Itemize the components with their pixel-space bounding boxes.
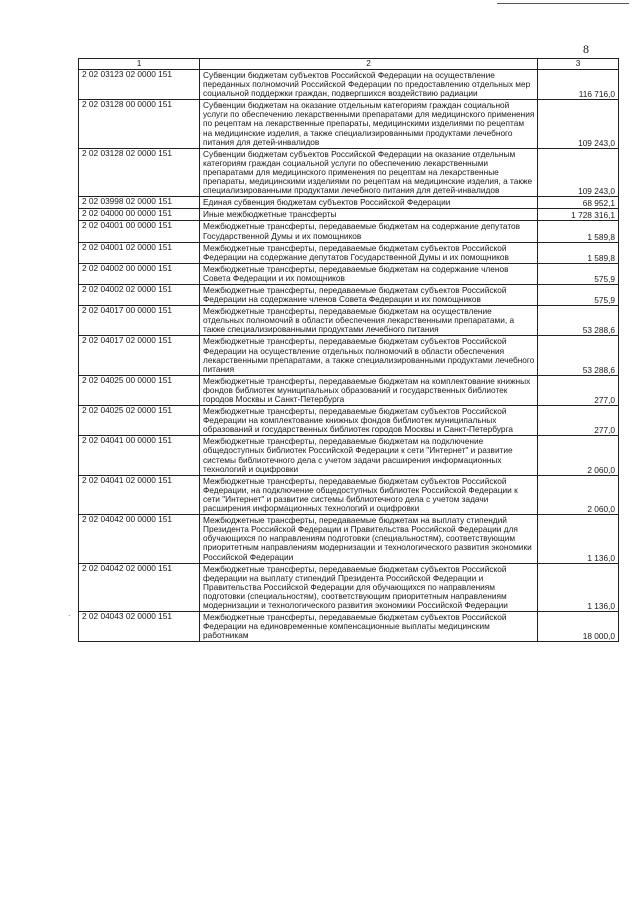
- row-amount: 1 589,8: [538, 242, 619, 263]
- row-amount: 53 288,6: [538, 336, 619, 375]
- row-description: Межбюджетные трансферты, передаваемые бюджетам на содержание членов Совета Федерации и их помощников: [200, 263, 538, 284]
- row-code: 2 02 04000 00 0000 151: [79, 209, 200, 221]
- table-row: [79, 209, 619, 221]
- row-description: Межбюджетные трансферты, передаваемые бюджетам субъектов Российской федерации на выплату стипендий Президента Российской Федерации и Правительства Российской Федерации для обучающихся по направлениям подготовки (специальностям), соответствующим приоритетным направлениям модернизации и технологического развития экономики Российской Федерации: [200, 563, 538, 611]
- row-amount: 2 060,0: [538, 436, 619, 475]
- row-amount: 53 288,6: [538, 306, 619, 336]
- row-code: 2 02 03128 02 0000 151: [79, 148, 200, 196]
- row-amount: 575,9: [538, 263, 619, 284]
- row-code: 2 02 04025 00 0000 151: [79, 375, 200, 405]
- table-row: [79, 306, 619, 336]
- row-amount: 109 243,0: [538, 100, 619, 148]
- row-description: Межбюджетные трансферты, передаваемые бюджетам субъектов Российской Федерации на осуществление отдельных полномочий в области обеспечения лекарственными препаратами, а также специализированными продуктами лечебного питания: [200, 336, 538, 375]
- table-row: [79, 263, 619, 284]
- table-row: [79, 70, 619, 100]
- table-row: [79, 475, 619, 514]
- row-description: Субвенции бюджетам на оказание отдельным категориям граждан социальной услуги по обеспечению лекарственными препаратами для медицинского применения по рецептам на лекарственные препараты, медицинскими изделиями по рецептам на медицинские изделия, а также специализированными продуктами лечебного питания для детей-инвалидов: [200, 100, 538, 148]
- row-code: 2 02 04001 00 0000 151: [79, 221, 200, 242]
- table-body: [79, 70, 619, 642]
- row-description: Единая субвенция бюджетам субъектов Российской Федерации: [200, 197, 538, 209]
- row-amount: 109 243,0: [538, 148, 619, 196]
- table-row: [79, 284, 619, 305]
- row-description: Межбюджетные трансферты, передаваемые бюджетам на выплату стипендий Президента Российской Федерации и Правительства Российской Федерации для обучающихся по направлениям подготовки (специальностям), соответствующим приоритетным направлениям модернизации и технологического развития экономики Российской Федерации: [200, 515, 538, 563]
- row-code: 2 02 03123 02 0000 151: [79, 70, 200, 100]
- row-description: Субвенции бюджетам субъектов Российской Федерации на осуществление переданных полномочий Российской Федерации по предоставлению отдельных мер социальной поддержки граждан, подвергшихся воздействию радиации: [200, 70, 538, 100]
- budget-revenue-table: [78, 58, 619, 642]
- row-description: Иные межбюджетные трансферты: [200, 209, 538, 221]
- header-amount: 3: [538, 59, 619, 70]
- row-code: 2 02 04043 02 0000 151: [79, 612, 200, 642]
- row-code: 2 02 03128 00 0000 151: [79, 100, 200, 148]
- row-description: Субвенции бюджетам субъектов Российской Федерации на оказание отдельным категориям граждан социальной услуги по обеспечению лекарственными препаратами для медицинского применения по рецептам на лекарственные препараты, медицинскими изделиями по рецептам на медицинские изделия, а также специализированными продуктами лечебного питания для детей-инвалидов: [200, 148, 538, 196]
- table-row: [79, 242, 619, 263]
- table-row: [79, 515, 619, 563]
- row-amount: 2 060,0: [538, 475, 619, 514]
- row-description: Межбюджетные трансферты, передаваемые бюджетам на подключение общедоступных библиотек Российской Федерации к сети "Интернет" и развитие системы библиотечного дела с учетом задачи расширения информационных технологий и оцифровки: [200, 436, 538, 475]
- table-row: [79, 197, 619, 209]
- table-row: [79, 436, 619, 475]
- header-rule: [497, 3, 629, 4]
- header-description: 2: [200, 59, 538, 70]
- row-code: 2 02 04017 00 0000 151: [79, 306, 200, 336]
- row-description: Межбюджетные трансферты, передаваемые бюджетам субъектов Российской Федерации, на подключение общедоступных библиотек Российской Федерации к сети "Интернет" и развитие системы библиотечного дела с учетом задачи расширения информационных технологий и оцифровки: [200, 475, 538, 514]
- table-row: [79, 406, 619, 436]
- row-code: 2 02 04042 00 0000 151: [79, 515, 200, 563]
- table-row: [79, 336, 619, 375]
- row-amount: 277,0: [538, 375, 619, 405]
- row-amount: 116 716,0: [538, 70, 619, 100]
- table-row: [79, 221, 619, 242]
- table-row: [79, 100, 619, 148]
- row-code: 2 02 04041 02 0000 151: [79, 475, 200, 514]
- row-amount: 575,9: [538, 284, 619, 305]
- table-row: [79, 612, 619, 642]
- table-row: [79, 148, 619, 196]
- row-code: 2 02 04042 02 0000 151: [79, 563, 200, 611]
- row-code: 2 02 04017 02 0000 151: [79, 336, 200, 375]
- row-description: Межбюджетные трансферты, передаваемые бюджетам субъектов Российской Федерации на комплектование книжных фондов библиотек муниципальных образований и государственных библиотек городов Москвы и Санкт-Петербурга: [200, 406, 538, 436]
- margin-mark: .: [68, 608, 71, 618]
- row-code: 2 02 03998 02 0000 151: [79, 197, 200, 209]
- page-number: 8: [583, 42, 589, 56]
- row-amount: 277,0: [538, 406, 619, 436]
- row-amount: 18 000,0: [538, 612, 619, 642]
- row-description: Межбюджетные трансферты, передаваемые бюджетам на осуществление отдельных полномочий в области обеспечения лекарственными препаратами, а также специализированными продуктами лечебного питания: [200, 306, 538, 336]
- row-description: Межбюджетные трансферты, передаваемые бюджетам на комплектование книжных фондов библиотек муниципальных образований и государственных библиотек городов Москвы и Санкт-Петербурга: [200, 375, 538, 405]
- table-row: [79, 375, 619, 405]
- header-code: 1: [79, 59, 200, 70]
- row-code: 2 02 04002 00 0000 151: [79, 263, 200, 284]
- row-amount: 1 589,8: [538, 221, 619, 242]
- row-code: 2 02 04001 02 0000 151: [79, 242, 200, 263]
- row-description: Межбюджетные трансферты, передаваемые бюджетам субъектов Российской Федерации на единовременные компенсационные выплаты медицинским работникам: [200, 612, 538, 642]
- header-row: [79, 59, 619, 70]
- row-amount: 1 136,0: [538, 515, 619, 563]
- row-description: Межбюджетные трансферты, передаваемые бюджетам субъектов Российской Федерации на содержание депутатов Государственной Думы и их помощников: [200, 242, 538, 263]
- row-code: 2 02 04002 02 0000 151: [79, 284, 200, 305]
- row-code: 2 02 04025 02 0000 151: [79, 406, 200, 436]
- row-amount: 1 136,0: [538, 563, 619, 611]
- row-amount: 68 952,1: [538, 197, 619, 209]
- row-description: Межбюджетные трансферты, передаваемые бюджетам на содержание депутатов Государственной Думы и их помощников: [200, 221, 538, 242]
- row-amount: 1 728 316,1: [538, 209, 619, 221]
- row-description: Межбюджетные трансферты, передаваемые бюджетам субъектов Российской Федерации на содержание членов Совета Федерации и их помощников: [200, 284, 538, 305]
- table-row: [79, 563, 619, 611]
- row-code: 2 02 04041 00 0000 151: [79, 436, 200, 475]
